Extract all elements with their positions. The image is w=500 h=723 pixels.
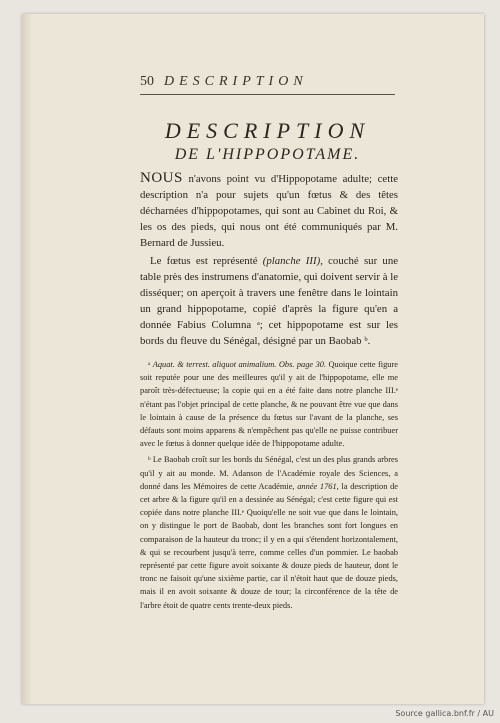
- page-gutter-shadow: [22, 14, 32, 704]
- main-text: [140, 170, 398, 351]
- footnote-b-text-after: , la description de cet arbre & la figure qu'il en a dessinée au Sénégal; c'est cette figure qui est copiée dans notre planche III.ᵉ Quoiqu'elle ne soit vue que dans le lointain, on y distingue le port de Baobab, dont les branches sont fort longues en comparaison de la hauteur du tronc; il y en a qui s'étendent horizontalement, & qui se recourbent jusqu'à terre, comme celles d'un pommier. Le baobab représenté par cette figure avoit soixante & douze pieds de hauteur, dont le tronc ne faisoit qu'une sixième partie, car il n'étoit haut que de douze pieds, mais il en avoit soixante & douze de tour; la circonférence de la tête de l'arbre étoit de quatre cents trente-deux pieds.: [140, 481, 399, 610]
- book-page: [22, 14, 484, 704]
- footnotes: [140, 358, 398, 615]
- source-credit: Source gallica.bnf.fr / AU: [395, 709, 494, 718]
- paragraph-2-after: , couché sur une table près des instrumens d'anatomie, qui doivent servir à le disséquer; on aperçoit à travers une fenêtre dans le lointain un grand hippopotame, copié d'après la figure qu'en a donnée Fabius Columna ᵃ; cet hippopotame est sur les bords du fleuve du Sénégal, désigné par un Baobab ᵇ.: [140, 255, 399, 347]
- footnote-b-marker: ᵇ: [148, 455, 153, 465]
- plate-reference: (planche III): [262, 255, 321, 267]
- footnote-a-text: Quoique cette figure soit reputée pour une des meilleures qu'il y ait de l'hippopotame, elle me paroît très-défectueuse; la copie qui en a été faite dans notre planche III.ᵉ n'étant pas l'objet principal de cette planche, & ne pouvant être vue que dans le lointain à cause de la présence du fœtus sur l'avant de la planche, ses défauts sont moins apparens & n'empêchent pas qu'elle ne puisse contribuer avec le fœtus à donner quelque idée de l'hippopotame adulte.: [140, 360, 398, 449]
- running-head: [140, 74, 395, 90]
- page-number: 50: [140, 74, 154, 89]
- footnote-b-text-before: Le Baobab croît sur les bords du Sénégal, c'est un des plus grands arbres qu'il y ait au monde. M. Adanson de l'Académie royale des Sciences, a donné dans les Mémoires de cette Académie,: [140, 455, 398, 491]
- chapter-title-line2: DE L'HIPPOPOTAME.: [174, 146, 361, 163]
- footnote-a-latin: Aquat. & terrest. aliquot animalium. Obs. page 30.: [152, 360, 327, 369]
- paragraph-2: [140, 253, 398, 349]
- chapter-title-line1: DESCRIPTION: [164, 118, 371, 143]
- chapter-title: [140, 118, 395, 166]
- header-rule: [140, 94, 395, 95]
- footnote-a-marker: ᵃ: [148, 360, 153, 369]
- footnote-b: [140, 453, 398, 611]
- paragraph-1: [140, 170, 398, 251]
- running-title: DESCRIPTION: [164, 74, 308, 89]
- footnote-b-year: année 1761: [297, 481, 337, 491]
- paragraph-2-before: Le fœtus est représenté: [150, 255, 263, 267]
- paragraph-1-text: n'avons point vu d'Hippopotame adulte; cette description n'a pour sujets qu'un fœtus & des têtes décharnées d'hippopotames, qui sont au Cabinet du Roi, & les os des pieds, qui nous ont été communiqués par M. Bernard de Jussieu.: [140, 173, 398, 249]
- dropcap-word: NOUS: [140, 170, 183, 186]
- footnote-a: [140, 358, 398, 450]
